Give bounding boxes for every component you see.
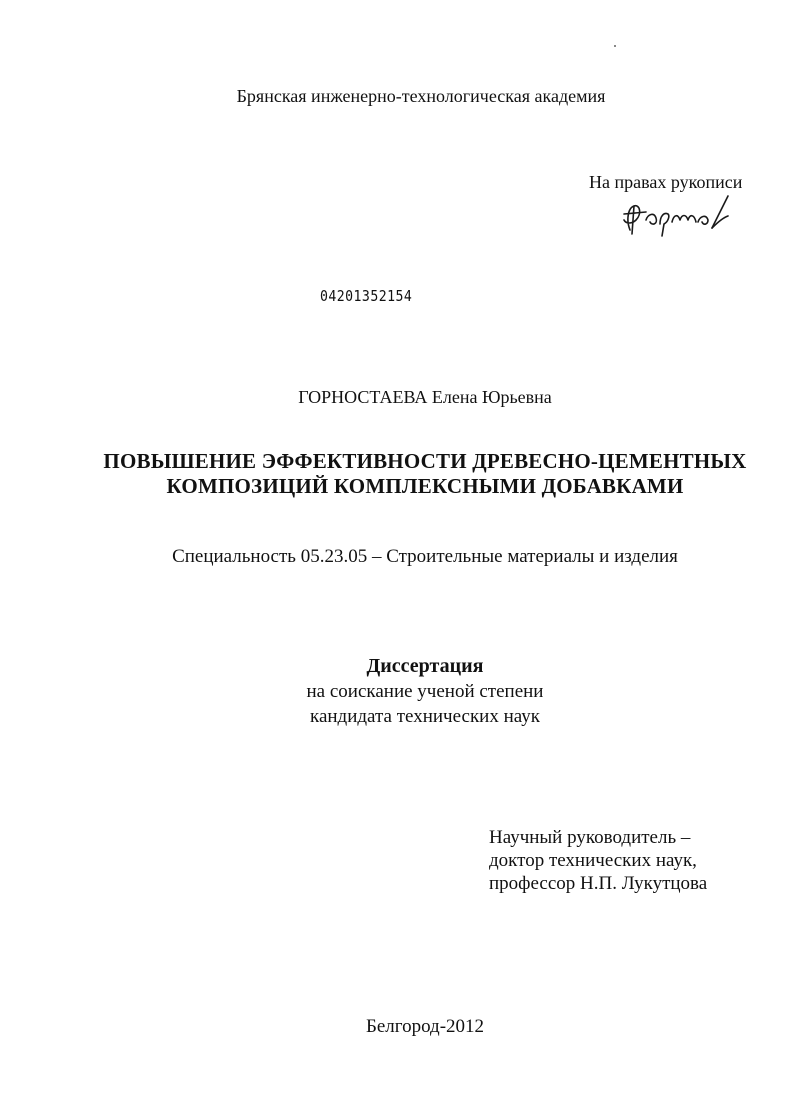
- dissertation-label: Диссертация: [366, 655, 484, 677]
- advisor-name: профессор Н.П. Лукутцова: [489, 873, 708, 894]
- institution-name: Брянская инженерно-технологическая академия: [236, 86, 606, 106]
- thesis-title-line-2: КОМПОЗИЦИЙ КОМПЛЕКСНЫМИ ДОБАВКАМИ: [166, 474, 684, 498]
- specialty: Специальность 05.23.05 – Строительные материалы и изделия: [172, 546, 678, 567]
- dissertation-field-line: кандидата технических наук: [310, 706, 540, 727]
- thesis-title-line-1: ПОВЫШЕНИЕ ЭФФЕКТИВНОСТИ ДРЕВЕСНО-ЦЕМЕНТНЫХ: [103, 449, 747, 473]
- dissertation-degree-line: на соискание ученой степени: [306, 681, 544, 702]
- document-number: 04201352154: [320, 287, 413, 305]
- advisor-degree: доктор технических наук,: [489, 850, 697, 871]
- city-year: Белгород-2012: [365, 1016, 485, 1037]
- handwritten-signature: [616, 190, 736, 240]
- advisor-role: Научный руководитель –: [489, 827, 691, 848]
- author-name: ГОРНОСТАЕВА Елена Юрьевна: [298, 387, 552, 407]
- manuscript-note: На правах рукописи: [589, 172, 743, 192]
- scan-speck: [614, 45, 616, 47]
